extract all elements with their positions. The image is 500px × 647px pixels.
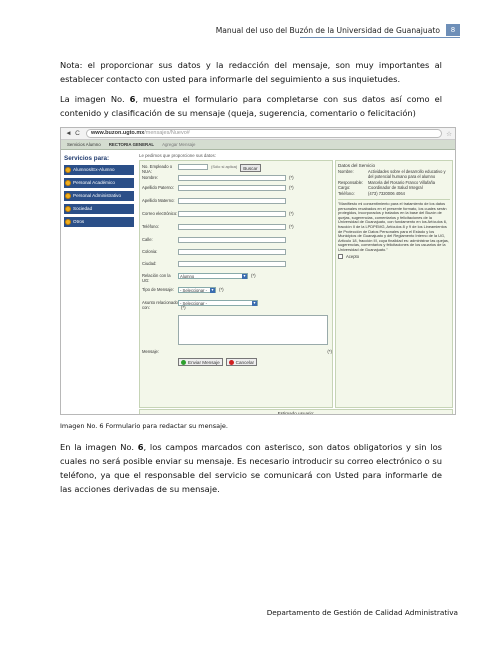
asunto-value: - Seleccionar - [180, 300, 207, 306]
tab-agregar-mensaje[interactable]: Agregar Mensaje [162, 142, 196, 147]
page-number: 8 [446, 24, 460, 36]
sidebar-title: Servicios para: [64, 155, 110, 162]
bullet-icon [65, 193, 71, 199]
ap-materno-field[interactable] [178, 198, 286, 204]
chevron-down-icon: ▼ [210, 287, 215, 292]
app-navbar [61, 140, 455, 150]
sidebar-item-label: Personal Administrativo [73, 193, 122, 198]
row-ap-paterno [142, 185, 332, 191]
address-bar[interactable] [86, 129, 442, 138]
correo-label: Correo electrónico: [142, 211, 178, 216]
form-screenshot [60, 127, 456, 415]
back-icon[interactable]: ◄ [65, 130, 72, 137]
header-title: Manual del uso del Buzón de la Universidad de Guanajuato [215, 25, 440, 35]
ap-paterno-label: Apellido Paterno: [142, 185, 174, 190]
info-key: Nombre: [338, 169, 354, 174]
buscar-button[interactable]: Buscar [240, 164, 260, 172]
row-empleado [142, 164, 332, 174]
bullet-icon [65, 180, 71, 186]
sidebar-item-sociedad[interactable] [64, 204, 134, 214]
row-tipo [142, 287, 332, 293]
bookmark-star-icon[interactable]: ☆ [446, 130, 452, 138]
info-row [338, 192, 450, 197]
info-row [338, 170, 450, 180]
row-ap-materno [142, 198, 332, 204]
row-correo [142, 211, 332, 217]
required-mark: (*) [289, 185, 294, 190]
empleado-field[interactable] [178, 164, 208, 170]
explanation-image-number: 6 [137, 442, 144, 452]
header-rule [300, 37, 460, 38]
sidebar-item-administrativo[interactable] [64, 191, 134, 201]
asunto-label: Asunto relacionado con: [142, 300, 178, 310]
row-colonia [142, 249, 332, 255]
cancelar-button[interactable] [226, 358, 257, 366]
checkbox-box[interactable] [338, 254, 343, 259]
tipo-value: - Seleccionar - [180, 287, 207, 293]
user-notice-title: Estimado usuario: [277, 411, 315, 415]
telefono-field[interactable] [178, 224, 286, 230]
correo-field[interactable] [178, 211, 286, 217]
info-value: Actividades sobre el desarrollo educativo y del potencial humano para el alumno [368, 169, 446, 179]
sidebar-item-label: Sociedad [73, 206, 93, 211]
empleado-label: No. Empleado o NUA: [142, 164, 173, 174]
tab-rectoria-general[interactable]: RECTORIA GENERAL [108, 142, 155, 147]
row-mensaje-label [142, 349, 332, 354]
page-footer: Departamento de Gestión de Calidad Administrativa [266, 608, 458, 617]
chevron-down-icon: ▼ [252, 300, 257, 305]
check-icon [181, 360, 186, 365]
url-path: /mensajes/Nuevo# [144, 130, 190, 136]
info-value: Marcela del Rosario Franco Villafaña [368, 179, 436, 185]
service-info-panel [335, 160, 453, 408]
explanation-text-a: En la imagen No. [60, 442, 138, 452]
row-relacion [142, 273, 332, 283]
divider [338, 199, 450, 200]
required-mark: (*) [327, 349, 332, 354]
cancel-icon [229, 360, 234, 365]
required-mark: (*) [289, 224, 294, 229]
row-actions [142, 358, 332, 366]
explanation-paragraph [60, 440, 442, 496]
calle-field[interactable] [178, 237, 286, 243]
required-mark: (*) [219, 287, 224, 292]
figure-caption: Imagen No. 6 Formulario para redactar su mensaje. [60, 422, 228, 430]
required-mark: (*) [251, 273, 256, 278]
sidebar [61, 151, 137, 414]
enviar-label: Enviar Mensaje [188, 359, 220, 365]
acepto-label: Acepto [346, 253, 360, 259]
nombre-label: Nombre: [142, 175, 159, 180]
required-mark: (*) [181, 305, 186, 310]
info-key: Teléfono: [338, 191, 355, 197]
info-value: (473) 7320006 4064 [368, 191, 405, 197]
reload-icon[interactable]: C [75, 130, 80, 137]
sidebar-item-academico[interactable] [64, 178, 134, 188]
bullet-icon [65, 167, 71, 173]
chevron-down-icon: ▼ [242, 273, 247, 278]
acepto-checkbox[interactable] [338, 254, 450, 259]
row-calle [142, 237, 332, 243]
relacion-select[interactable] [178, 273, 248, 279]
main-content [137, 151, 455, 414]
mensaje-textarea[interactable] [178, 315, 328, 345]
enviar-button[interactable] [178, 358, 223, 366]
consent-text: "Manifiesto mi consentimiento para el tratamiento de los datos personales recabados en el presente formato, los cuales serán protegidos, incorporados y tratados en la base del Buzón de quejas, sugerencias, comentarios y felicitaciones de la Universidad de Guanajuato, con fundamento en los Artículos 6, fracción II de la LPDPEMG, Artículos 8 y 9 de los Lineamientos de Protección de Datos Personales para el Estado y los Municipios de Guanajuato y del Reglamento Interno de la UG, Artículo 18, fracción III, cuya finalidad es: administrar las quejas, sugerencias, comentarios y felicitaciones de los usuarios de la Universidad de Guanajuato." [338, 200, 449, 252]
ciudad-label: Ciudad: [142, 261, 157, 266]
tipo-select[interactable] [178, 287, 216, 293]
url-host: www.buzon.ugto.mx [91, 130, 145, 136]
row-nombre [142, 175, 332, 181]
cancelar-label: Cancelar [235, 359, 255, 365]
colonia-label: Colonia: [142, 249, 158, 254]
tab-servicios-alumno[interactable]: Servicios Alumno [67, 142, 101, 147]
required-mark: (*) [289, 211, 294, 216]
bullet-icon [65, 219, 71, 225]
info-key: Responsable: [338, 179, 364, 185]
app-body [61, 151, 455, 414]
intro-paragraph [60, 92, 442, 120]
required-mark: (*) [289, 175, 294, 180]
telefono-label: Teléfono: [142, 224, 159, 229]
calle-label: Calle: [142, 237, 153, 242]
sidebar-item-label: Personal Académico [73, 180, 115, 185]
explanation-text-b: , los campos marcados con asterisco, son datos obligatorios y sin los cuales no será posible enviar su mensaje. Es necesario introducir su correo electrónico o su teléfono, ya que el responsable del servicio se comunicará con Usted para informarle de las acciones derivadas de su mensaje. [60, 442, 442, 494]
data-notice: Le pedimos que proporcione sus datos: [139, 153, 216, 158]
nombre-field[interactable] [178, 175, 286, 181]
tipo-label: Tipo de Mensaje: [142, 287, 174, 292]
relacion-value: Alumno [180, 273, 195, 279]
ap-paterno-field[interactable] [178, 185, 286, 191]
user-notice-box [139, 409, 453, 415]
intro-text-b: , muestra el formulario para completarse con sus datos así como el contenido y clasificación de su mensaje (queja, sugerencia, comentario o felicitación) [60, 94, 443, 118]
page-header [216, 24, 460, 36]
bullet-icon [65, 206, 71, 212]
sidebar-item-label: Alumnos/Ex-Alumno [73, 167, 115, 172]
sidebar-item-label: Otros [73, 219, 85, 224]
service-info-title: Datos del Servicio [338, 163, 376, 168]
row-telefono [142, 224, 332, 230]
relacion-label: Relación con la UG: [142, 273, 171, 283]
sidebar-item-alumnos[interactable] [64, 165, 134, 175]
colonia-field[interactable] [178, 249, 286, 255]
empleado-hint: (Sólo si aplica) [211, 164, 238, 169]
ciudad-field[interactable] [178, 261, 286, 267]
sidebar-item-otros[interactable] [64, 217, 134, 227]
message-form [139, 160, 333, 408]
row-ciudad [142, 261, 332, 267]
intro-image-number: 6 [129, 94, 136, 104]
info-value: Coordinador de Salud Integral [368, 185, 423, 191]
browser-toolbar [61, 128, 455, 140]
mensaje-label: Mensaje: [142, 349, 159, 354]
note-paragraph: Nota: el proporcionar sus datos y la redacción del mensaje, son muy importantes al establecer contacto con usted para informarle del seguimiento a sus inquietudes. [60, 60, 442, 84]
intro-text-a: La imagen No. [60, 94, 130, 104]
ap-materno-label: Apellido Materno: [142, 198, 175, 203]
row-mensaje [142, 315, 332, 345]
info-key: Cargo: [338, 185, 351, 191]
